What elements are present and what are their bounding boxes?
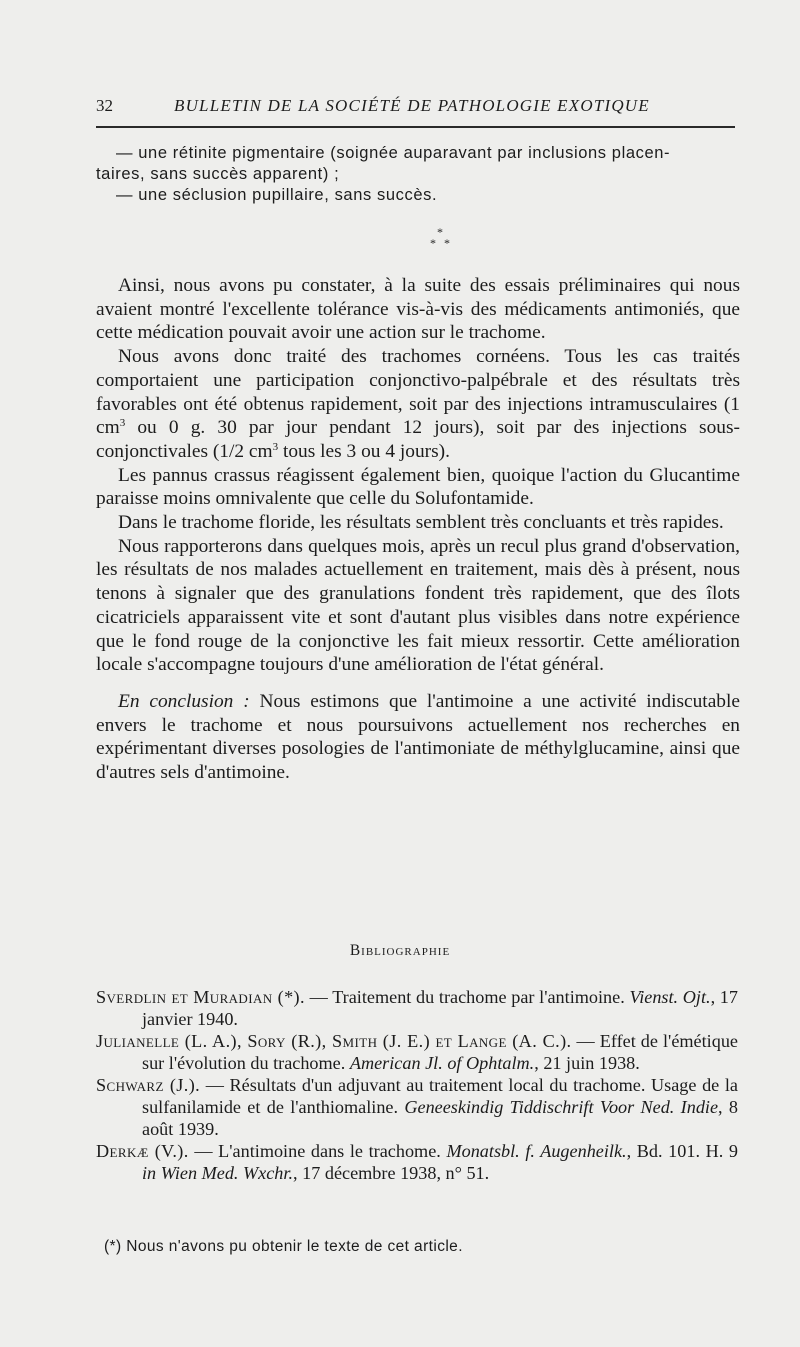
reference: Schwarz (J.). — Résultats d'un adjuvant au traitement local du trachome. Usage de la sulfanilamide et de l'anthiomaline. Geneeskindig Tiddischrift Voor Ned. Indie, 8 août 1939. <box>96 1075 738 1139</box>
reference: Julianelle (L. A.), Sory (R.), Smith (J. E.) et Lange (A. C.). — Effet de l'émétique sur l'évolution du trachome. American Jl. of Ophtalm., 21 juin 1938. <box>96 1031 738 1073</box>
paragraph: Les pannus crassus réagissent également bien, quoique l'action du Glucantime paraisse moins omnivalente que celle du Solufontamide. <box>96 464 740 510</box>
asterism: * * * <box>430 225 450 250</box>
list-item: — une séclusion pupillaire, sans succès. <box>116 186 438 204</box>
conclusion-label: En conclusion : <box>118 690 250 712</box>
main-text <box>96 274 740 785</box>
conclusion-paragraph: En conclusion : Nous estimons que l'antimoine a une activité indiscutable envers le trachome et nous poursuivons actuellement nos recherches en expérimentant diverses posologies de l'antimoniate de méthylglucamine, ainsi que d'autres sels d'antimoine. <box>96 690 740 784</box>
reference: Derkæ (V.). — L'antimoine dans le trachome. Monatsbl. f. Augenheilk., Bd. 101. H. 9 in Wien Med. Wxchr., 17 décembre 1938, n° 51. <box>96 1141 739 1183</box>
paragraph: Ainsi, nous avons pu constater, à la suite des essais préliminaires qui nous avaient montré l'excellente tolérance vis-à-vis des médicaments antimoniés, que cette médication pouvait avoir une action sur le trachome. <box>96 275 740 344</box>
list-item <box>96 143 742 206</box>
paragraph: Dans le trachome floride, les résultats semblent très concluants et très rapides. <box>118 512 724 534</box>
paragraph: Nous avons donc traité des trachomes cornéens. Tous les cas traités comportaient une participation conjonctivo-palpébrale et des résultats très favorables ont été obtenus rapidement, soit par des injections intramusculaires (1 $cm^3$ ou 0 g. 30 par jour pendant 12 jours), soit par des injections sous-conjonctivales (1/2 $cm^3$ tous les 3 ou 4 jours). <box>96 346 740 462</box>
reference: Sverdlin et Muradian (*). — Traitement du trachome par l'antimoine. Vienst. Ojt., 17 janvier 1940. <box>96 987 738 1029</box>
bibliography <box>96 986 738 1184</box>
list-item-line: taires, sans succès apparent) ; <box>96 165 340 183</box>
running-title: BULLETIN DE LA SOCIÉTÉ DE PATHOLOGIE EXOTIQUE <box>174 96 650 115</box>
paragraph: Nous rapporterons dans quelques mois, après un recul plus grand d'observation, les résultats de nos malades actuellement en traitement, mais dès à présent, nous tenons à signaler que des granulations fondent très rapidement, que des îlots cicatriciels apparaissent vite et sont d'autant plus visibles dans notre expérience que le fond rouge de la conjonctive les fait mieux ressortir. Cette amélioration locale s'accompagne toujours d'une amélioration de l'état général. <box>96 535 740 676</box>
page-number: 32 <box>96 96 113 115</box>
bibliography-heading: Bibliographie <box>349 942 451 959</box>
list-item-line: — une rétinite pigmentaire (soignée auparavant par inclusions placen- <box>116 144 671 162</box>
footnote: (*) Nous n'avons pu obtenir le texte de cet article. <box>104 1238 463 1255</box>
header-rule <box>96 126 735 128</box>
page-header <box>96 96 736 120</box>
